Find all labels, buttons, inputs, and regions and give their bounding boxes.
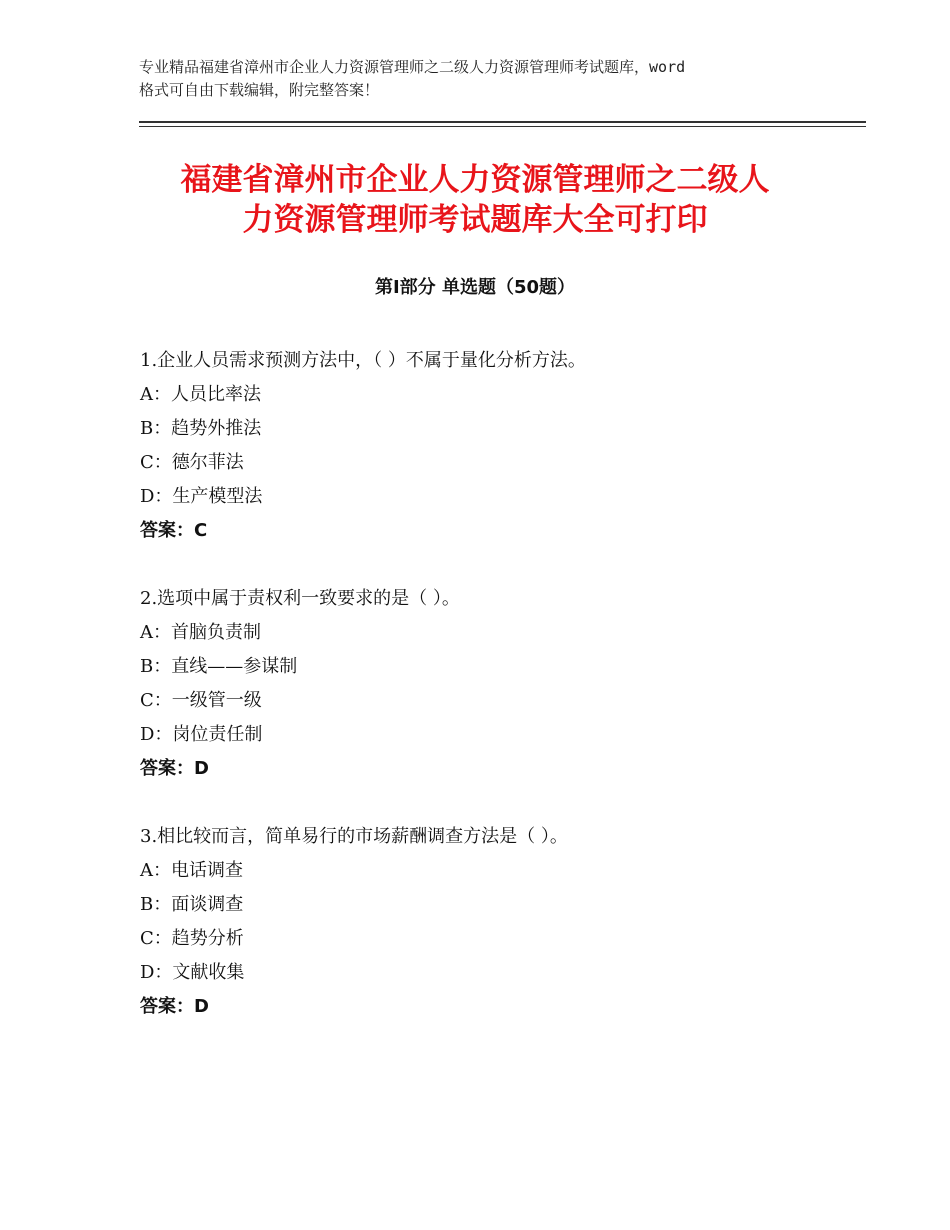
question-stem: 2.选项中属于责权利一致要求的是（ ）。: [140, 588, 460, 609]
option-d: D：文献收集: [140, 962, 245, 983]
header-note-line: 专业精品福建省漳州市企业人力资源管理师之二级人力资源管理师考试题库，word: [139, 58, 686, 76]
answer-line: 答案：D: [140, 996, 209, 1017]
question-block: [140, 820, 860, 1024]
document-title: [100, 160, 850, 240]
option-a: A：人员比率法: [140, 384, 261, 405]
section-heading: 第Ⅰ部分 单选题（50题）: [374, 277, 575, 298]
option-a: A：首脑负责制: [140, 622, 261, 643]
answer-line: 答案：C: [140, 520, 208, 541]
option-c: C：趋势分析: [140, 928, 244, 949]
option-c: C：一级管一级: [140, 690, 262, 711]
document-title-line: 力资源管理师考试题库大全可打印: [242, 202, 708, 238]
option-b: B：直线——参谋制: [140, 656, 298, 677]
question-block: [140, 344, 860, 548]
option-c: C：德尔菲法: [140, 452, 244, 473]
header-note-line: 格式可自由下载编辑，附完整答案！: [139, 81, 380, 99]
document-title-line: 福建省漳州市企业人力资源管理师之二级人: [180, 162, 770, 198]
header-note: [139, 56, 839, 102]
question-list: [140, 344, 860, 1058]
question-block: [140, 582, 860, 786]
option-d: D：生产模型法: [140, 486, 263, 507]
answer-line: 答案：D: [140, 758, 209, 779]
header-divider-thick: [139, 121, 866, 123]
option-a: A：电话调查: [140, 860, 243, 881]
option-d: D：岗位责任制: [140, 724, 263, 745]
question-stem: 1.企业人员需求预测方法中，（ ）不属于量化分析方法。: [140, 350, 586, 371]
option-b: B：趋势外推法: [140, 418, 262, 439]
option-b: B：面谈调查: [140, 894, 244, 915]
header-divider-thin: [139, 126, 866, 127]
question-stem: 3.相比较而言，简单易行的市场薪酬调查方法是（ ）。: [140, 826, 568, 847]
